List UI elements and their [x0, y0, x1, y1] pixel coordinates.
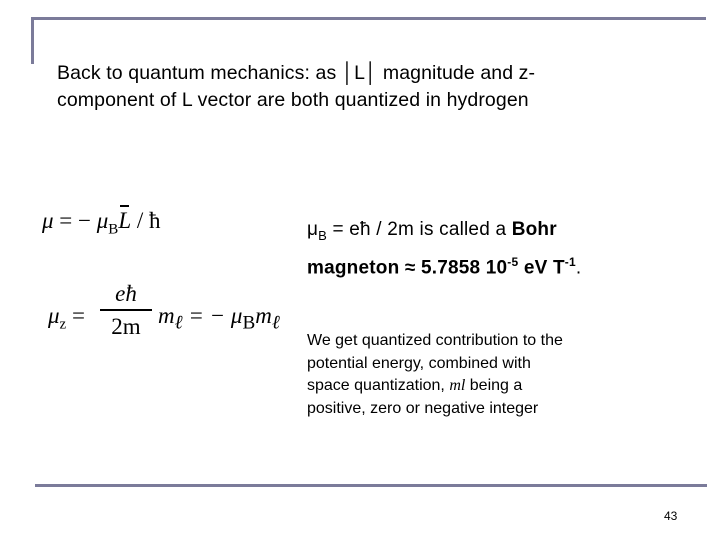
eq1-mu: μ	[42, 208, 54, 233]
eq2-lhs	[48, 303, 85, 334]
equation-magnetic-moment	[42, 208, 161, 239]
bohr-magneton-definition	[307, 216, 707, 281]
eq2-denominator: 2m	[111, 313, 141, 339]
eq1-over-hbar: / ħ	[131, 208, 161, 233]
eq1-mu-b: μ	[96, 208, 109, 233]
definition-line-2	[307, 249, 707, 281]
quantization-paragraph	[307, 330, 637, 420]
eq2-z-subscript: z	[59, 316, 67, 333]
eq1-l-vector: L	[118, 208, 132, 233]
eq2-m: m	[158, 303, 175, 328]
para-line-2: potential energy, combined with	[307, 354, 531, 372]
eq2-l-subscript-2: ℓ	[271, 312, 280, 334]
eq1-equals: = −	[53, 208, 97, 233]
page-number: 43	[664, 509, 678, 523]
definition-line-1	[307, 216, 707, 249]
def-text-1: = eħ / 2m is called a	[327, 219, 512, 240]
frame-bottom-rule	[35, 484, 707, 487]
eq2-fraction	[100, 280, 152, 342]
eq2-numerator: eħ	[115, 281, 137, 306]
equation-z-component	[48, 280, 298, 350]
eq2-b-subscript: B	[242, 312, 256, 334]
eq2-equals: =	[66, 303, 85, 328]
para-line-4: positive, zero or negative integer	[307, 399, 539, 417]
def-b-subscript: B	[318, 227, 328, 243]
para-line-3-post: being a	[465, 377, 523, 394]
eq1-b-subscript: B	[108, 221, 119, 238]
eq2-rhs	[158, 303, 280, 335]
title-line-2: component of L vector are both quantized in hydrogen	[57, 89, 529, 111]
def-line2-mid: eV T	[518, 257, 565, 279]
title-line-1: Back to quantum mechanics: as │L│ magnitude and z-	[57, 62, 536, 84]
def-exp-1: -5	[507, 254, 519, 269]
def-exp-2: -1	[564, 254, 576, 269]
eq2-fraction-bar	[100, 309, 152, 311]
def-bold-term: Bohr	[511, 219, 557, 240]
slide-title	[57, 60, 697, 114]
para-ml: ml	[449, 377, 466, 394]
para-line-3	[307, 375, 637, 398]
frame-top-rule	[31, 17, 706, 20]
eq2-mid: = − μ	[182, 303, 243, 328]
eq2-m2: m	[255, 303, 272, 328]
eq2-l-subscript: ℓ	[174, 312, 183, 334]
eq2-mu: μ	[48, 303, 60, 328]
frame-left-rule	[31, 17, 34, 64]
def-mu: μ	[307, 219, 319, 240]
para-line-1: We get quantized contribution to the	[307, 332, 563, 349]
def-line2-end: .	[575, 257, 582, 279]
def-line2-prefix: magneton ≈ 5.7858 10	[307, 257, 508, 279]
para-line-3-pre: space quantization,	[307, 377, 450, 394]
